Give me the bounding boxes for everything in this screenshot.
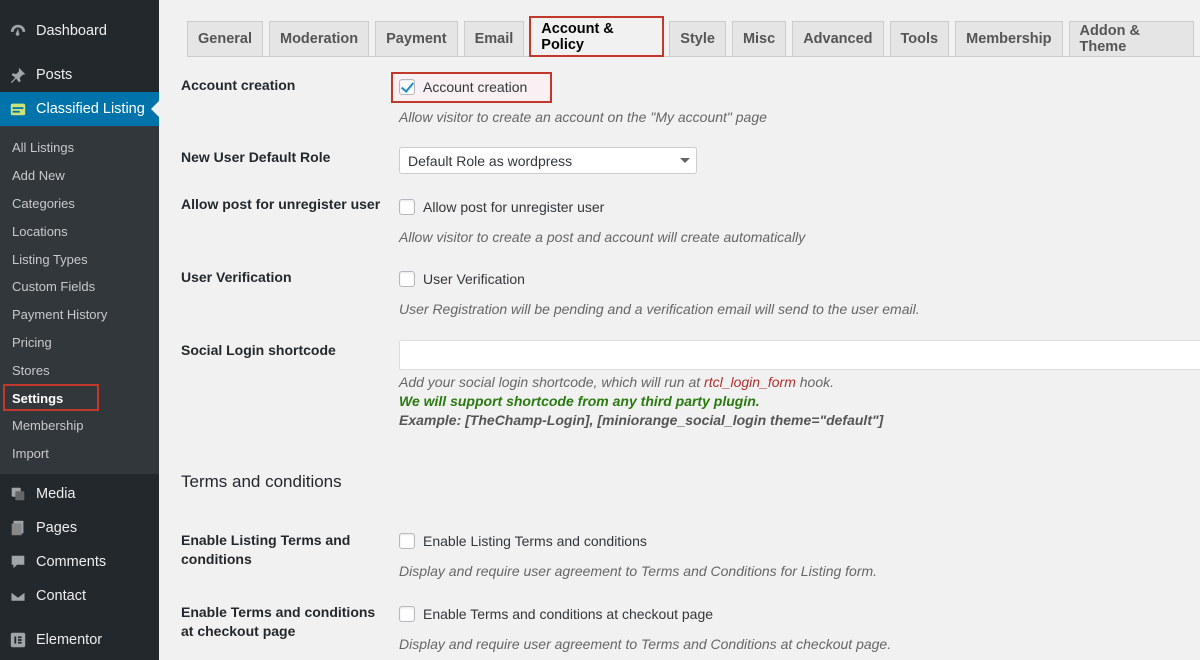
social-login-example: Example: [TheChamp-Login], [miniorange_social_login theme="default"] — [399, 412, 884, 428]
social-login-input[interactable] — [399, 340, 1200, 370]
tab-payment[interactable]: Payment — [375, 21, 457, 56]
verification-field — [399, 271, 525, 287]
terms-checkout-label: Enable Terms and conditions at checkout page — [181, 604, 376, 639]
menu-pages[interactable] — [0, 511, 159, 545]
menu-comments[interactable] — [0, 545, 159, 579]
terms-checkout-field — [399, 606, 713, 622]
tab-advanced[interactable]: Advanced — [792, 21, 883, 56]
submenu-locations[interactable]: Locations — [12, 223, 68, 239]
submenu-pricing[interactable]: Pricing — [12, 334, 52, 350]
default-role-label: New User Default Role — [181, 149, 331, 165]
verification-label: User Verification — [181, 269, 292, 285]
submenu-import[interactable]: Import — [12, 446, 49, 462]
tab-tools[interactable]: Tools — [890, 21, 950, 56]
terms-listing-checkbox-label[interactable]: Enable Listing Terms and conditions — [423, 533, 647, 549]
comments-icon — [9, 553, 27, 571]
menu-classified-listing[interactable] — [0, 92, 159, 126]
submenu-add-new[interactable]: Add New — [12, 168, 65, 184]
submenu-stores[interactable]: Stores — [12, 362, 50, 378]
tab-account-policy[interactable]: Account & Policy — [530, 17, 663, 56]
chevron-down-icon — [680, 158, 690, 168]
post-unregister-checkbox[interactable] — [399, 199, 415, 215]
terms-listing-label: Enable Listing Terms and conditions — [181, 532, 351, 567]
account-creation-checkbox-label[interactable]: Account creation — [423, 79, 528, 95]
verification-desc: User Registration will be pending and a verification email will send to the user email. — [399, 301, 920, 317]
terms-checkout-checkbox-label[interactable]: Enable Terms and conditions at checkout page — [423, 606, 714, 622]
submenu-payment-history[interactable]: Payment History — [12, 307, 108, 323]
terms-listing-desc: Display and require user agreement to Terms and Conditions for Listing form. — [399, 563, 878, 579]
media-icon — [9, 485, 27, 503]
submenu-membership[interactable]: Membership — [12, 418, 84, 434]
account-creation-desc: Allow visitor to create an account on the "My account" page — [399, 109, 767, 125]
verification-checkbox-label[interactable]: User Verification — [423, 271, 525, 287]
menu-dashboard-label: Dashboard — [36, 23, 107, 39]
menu-contact[interactable] — [0, 579, 159, 613]
elementor-icon — [9, 631, 27, 649]
terms-listing-checkbox[interactable] — [399, 533, 415, 549]
menu-posts-label: Posts — [36, 67, 73, 83]
menu-posts[interactable] — [0, 58, 159, 92]
post-unregister-label: Allow post for unregister user — [181, 196, 381, 212]
tab-style[interactable]: Style — [669, 21, 726, 56]
post-unregister-checkbox-label[interactable]: Allow post for unregister user — [423, 199, 605, 215]
account-creation-field — [399, 79, 527, 95]
social-login-hook: rtcl_login_form — [704, 374, 796, 390]
terms-checkout-checkbox[interactable] — [399, 606, 415, 622]
post-unregister-desc: Allow visitor to create a post and account will create automatically — [399, 229, 806, 245]
menu-media[interactable] — [0, 477, 159, 511]
submenu-settings[interactable]: Settings — [12, 390, 64, 406]
social-login-desc-after: hook. — [795, 374, 835, 390]
menu-dashboard[interactable] — [0, 14, 159, 48]
settings-highlight — [3, 384, 99, 411]
submenu-custom-fields[interactable]: Custom Fields — [12, 279, 96, 295]
social-login-support-note: We will support shortcode from any third party plugin. — [399, 393, 760, 409]
menu-media-label: Media — [36, 485, 76, 502]
verification-checkbox[interactable] — [399, 271, 415, 287]
tabs-divider — [187, 56, 1200, 57]
tab-email[interactable]: Email — [464, 21, 525, 56]
admin-sidebar — [0, 0, 159, 660]
default-role-select[interactable] — [399, 147, 697, 174]
pages-icon — [9, 519, 27, 537]
mail-icon — [9, 587, 27, 605]
menu-pages-label: Pages — [36, 519, 78, 536]
submenu-all-listings[interactable]: All Listings — [12, 140, 75, 156]
post-unregister-field — [399, 199, 604, 215]
menu-classified-label: Classified Listing — [36, 101, 145, 117]
settings-tabs — [187, 21, 1200, 56]
menu-elementor-label: Elementor — [36, 631, 103, 648]
menu-contact-label: Contact — [36, 587, 86, 604]
tab-general[interactable]: General — [187, 21, 263, 56]
settings-content — [159, 0, 1200, 660]
tab-addon-theme[interactable]: Addon & Theme — [1069, 21, 1194, 56]
terms-checkout-desc: Display and require user agreement to Terms and Conditions at checkout page. — [399, 636, 892, 652]
tab-membership[interactable]: Membership — [955, 21, 1062, 56]
terms-listing-field — [399, 533, 647, 549]
social-login-label: Social Login shortcode — [181, 342, 336, 358]
classified-submenu — [0, 126, 159, 474]
tab-moderation[interactable]: Moderation — [269, 21, 369, 56]
social-login-desc-before: Add your social login shortcode, which will run at — [399, 374, 705, 390]
submenu-listing-types[interactable]: Listing Types — [12, 251, 88, 267]
dashboard-icon — [9, 22, 27, 40]
classified-icon — [9, 100, 27, 118]
submenu-categories[interactable]: Categories — [12, 195, 75, 211]
account-creation-label: Account creation — [181, 77, 296, 93]
terms-section-title: Terms and conditions — [181, 472, 342, 491]
tab-misc[interactable]: Misc — [732, 21, 786, 56]
social-login-desc — [399, 374, 834, 390]
pin-icon — [9, 66, 27, 84]
default-role-value: Default Role as wordpress — [408, 153, 573, 169]
menu-elementor[interactable] — [0, 623, 159, 657]
account-creation-checkbox[interactable] — [399, 79, 415, 95]
menu-comments-label: Comments — [36, 553, 107, 570]
